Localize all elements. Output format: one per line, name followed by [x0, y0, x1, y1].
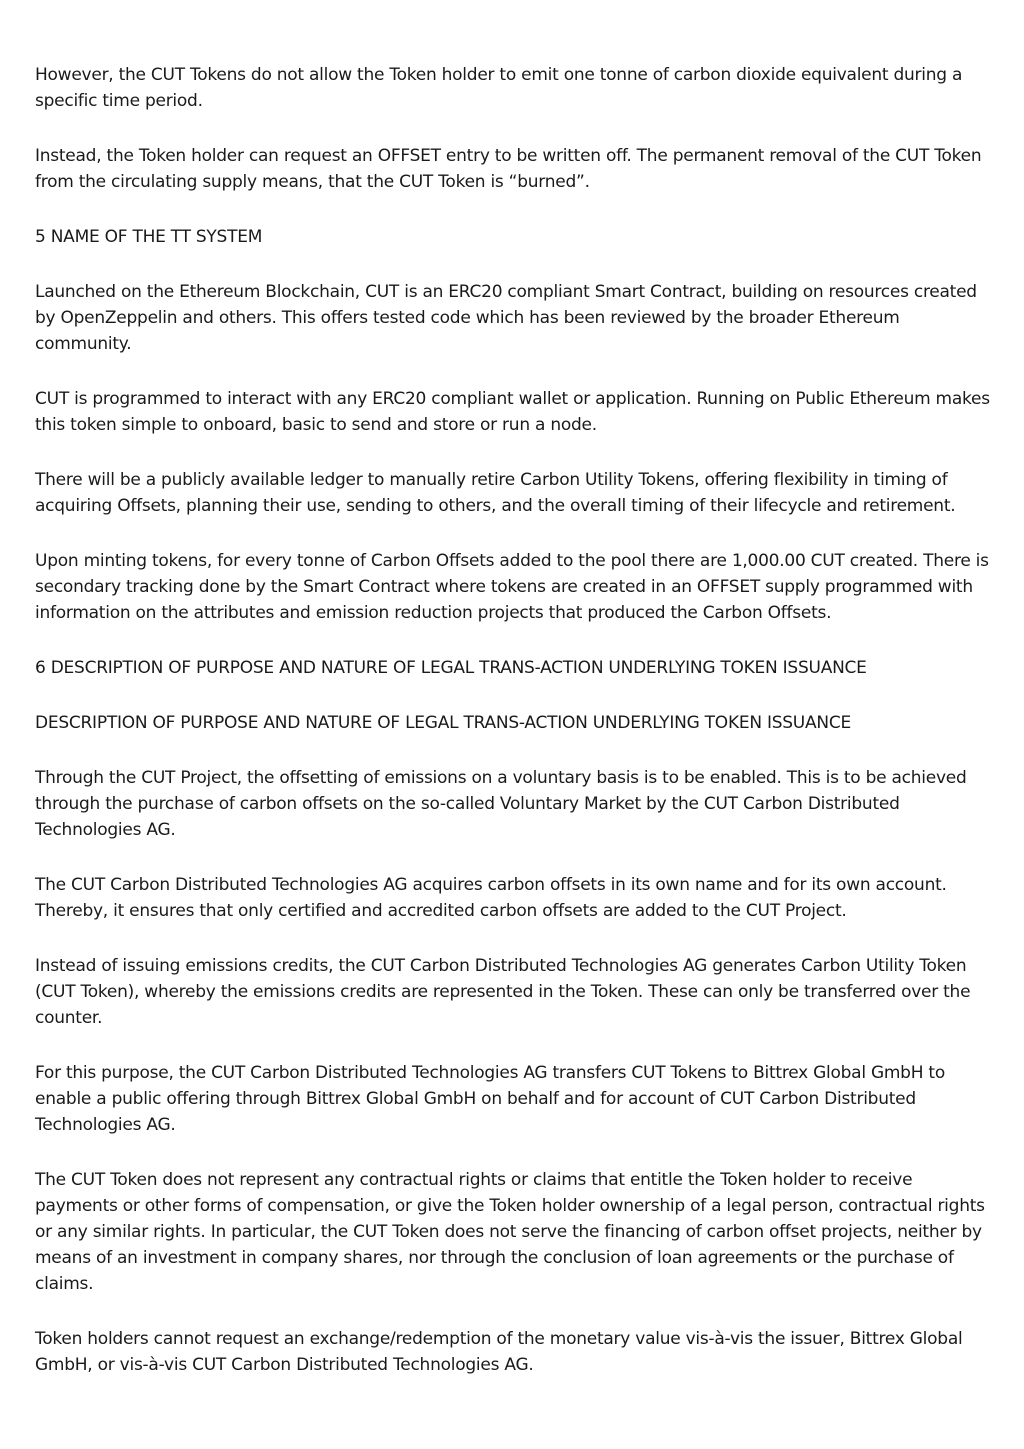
paragraph-offset-burn: Instead, the Token holder can request an OFFSET entry to be written off. The permanent removal of the CUT Token from the circulating supply means, that the CUT Token is “burned”. — [35, 146, 982, 192]
section-heading-purpose: 6 DESCRIPTION OF PURPOSE AND NATURE OF LEGAL TRANS-ACTION UNDERLYING TOKEN ISSUANCE — [35, 658, 867, 678]
paragraph-no-redemption: Token holders cannot request an exchange/redemption of the monetary value vis-à-vis the issuer, Bittrex Global GmbH, or vis-à-vis CUT Carbon Distributed Technologies AG. — [35, 1329, 963, 1375]
paragraph-public-ledger: There will be a publicly available ledger to manually retire Carbon Utility Tokens, offering flexibility in timing of acquiring Offsets, planning their use, sending to others, and the overall timing of their lifecycle and retirement. — [35, 470, 956, 516]
paragraph-minting-tokens: Upon minting tokens, for every tonne of Carbon Offsets added to the pool there are 1,000.00 CUT created. There is secondary tracking done by the Smart Contract where tokens are created in an OFFSET supply programmed with information on the attributes and emission reduction projects that produced the Carbon Offsets. — [35, 551, 989, 623]
paragraph-cut-tokens-emission: However, the CUT Tokens do not allow the Token holder to emit one tonne of carbon dioxide equivalent during a specific time period. — [35, 65, 963, 111]
paragraph-acquires-offsets: The CUT Carbon Distributed Technologies AG acquires carbon offsets in its own name and for its own account. Thereby, it ensures that only certified and accredited carbon offsets are added to the CUT Project. — [35, 875, 947, 921]
paragraph-bittrex-transfer: For this purpose, the CUT Carbon Distributed Technologies AG transfers CUT Tokens to Bittrex Global GmbH to enable a public offering through Bittrex Global GmbH on behalf and for account of CUT Carbon Distributed Technologies AG. — [35, 1063, 945, 1135]
section-heading-tt-system: 5 NAME OF THE TT SYSTEM — [35, 227, 263, 247]
paragraph-wallet-interaction: CUT is programmed to interact with any ERC20 compliant wallet or application. Running on Public Ethereum makes this token simple to onboard, basic to send and store or run a node. — [35, 389, 990, 435]
paragraph-ethereum-erc20: Launched on the Ethereum Blockchain, CUT is an ERC20 compliant Smart Contract, building on resources created by OpenZeppelin and others. This offers tested code which has been reviewed by the broader Ethereum community. — [35, 282, 977, 354]
paragraph-no-contractual-rights: The CUT Token does not represent any contractual rights or claims that entitle the Token holder to receive payments or other forms of compensation, or give the Token holder ownership of a legal person, contractual rights or any similar rights. In particular, the CUT Token does not serve the financing of carbon offset projects, neither by means of an investment in company shares, nor through the conclusion of loan agreements or the purchase of claims. — [35, 1170, 985, 1294]
subsection-heading-purpose: DESCRIPTION OF PURPOSE AND NATURE OF LEGAL TRANS-ACTION UNDERLYING TOKEN ISSUANCE — [35, 713, 851, 733]
paragraph-cut-project: Through the CUT Project, the offsetting of emissions on a voluntary basis is to be enabled. This is to be achieved through the purchase of carbon offsets on the so-called Voluntary Market by the CUT Carbon Distributed Technologies AG. — [35, 768, 967, 840]
document-page — [35, 62, 995, 1407]
paragraph-generates-token: Instead of issuing emissions credits, the CUT Carbon Distributed Technologies AG generates Carbon Utility Token (CUT Token), whereby the emissions credits are represented in the Token. These can only be transferred over the counter. — [35, 956, 971, 1028]
